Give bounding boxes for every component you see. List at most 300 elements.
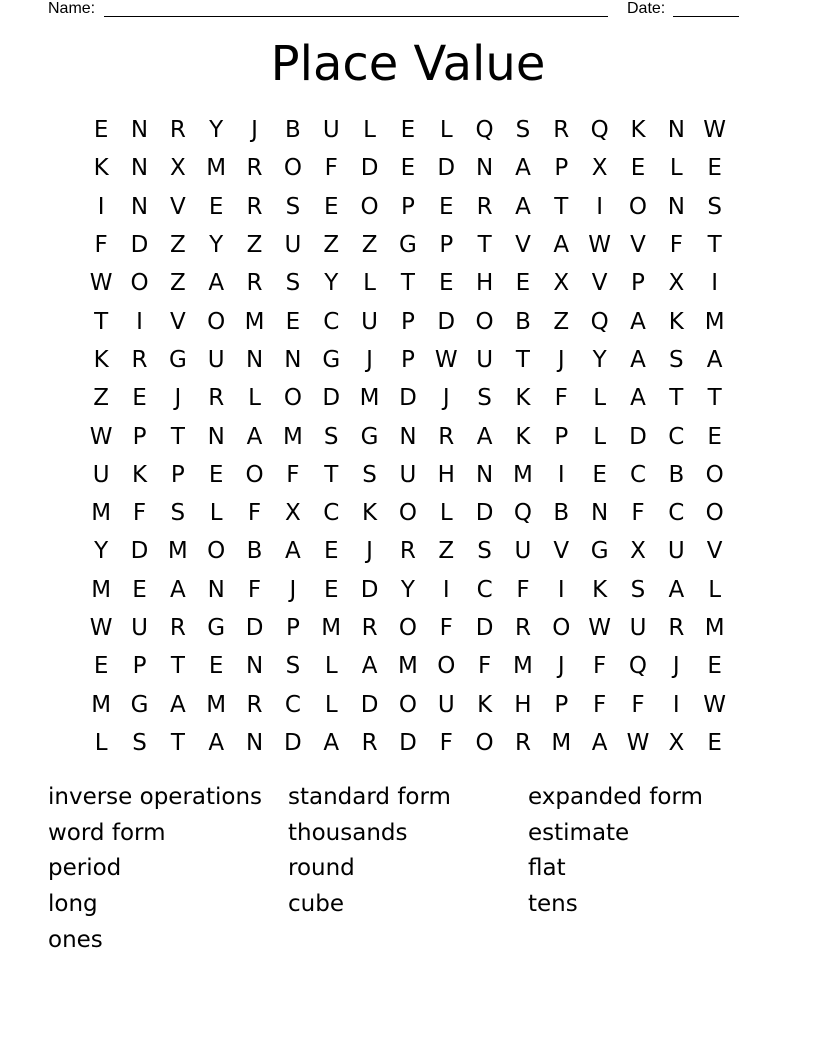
grid-letter[interactable]: A [630, 308, 646, 335]
grid-letter[interactable]: P [170, 461, 185, 488]
grid-row [82, 456, 734, 494]
grid-letter[interactable]: F [631, 500, 645, 527]
grid-letter[interactable]: A [246, 423, 263, 450]
grid-letter[interactable]: O [628, 193, 648, 220]
grid-letter[interactable]: E [132, 576, 147, 603]
page-title: Place Value [270, 36, 546, 92]
grid-letter[interactable]: T [94, 308, 109, 335]
grid-letter[interactable]: F [247, 500, 262, 527]
grid-letter[interactable]: M [321, 615, 342, 641]
grid-letter[interactable]: W [434, 346, 458, 373]
grid-letter[interactable]: I [711, 270, 719, 297]
grid-letter[interactable]: M [704, 308, 725, 335]
grid-letter[interactable]: X [285, 500, 301, 527]
grid-letter[interactable]: N [130, 155, 149, 182]
grid-letter[interactable]: S [630, 576, 646, 603]
grid-letter[interactable]: J [442, 385, 450, 412]
grid-letter[interactable]: Q [513, 500, 532, 527]
grid-letter[interactable]: A [476, 423, 493, 450]
grid-letter[interactable]: L [363, 117, 376, 144]
grid-letter[interactable]: T [170, 423, 185, 450]
grid-letter[interactable]: J [672, 653, 680, 680]
grid-letter[interactable]: D [245, 615, 264, 641]
grid-letter[interactable]: K [515, 423, 531, 450]
grid-letter[interactable]: E [515, 270, 531, 297]
grid-letter[interactable]: I [136, 308, 143, 335]
grid-letter[interactable]: K [668, 308, 684, 335]
grid-letter[interactable]: W [588, 232, 612, 259]
grid-letter[interactable]: M [397, 653, 418, 680]
grid-letter[interactable]: O [475, 729, 494, 756]
grid-letter[interactable]: C [668, 423, 685, 450]
grid-letter[interactable]: S [285, 270, 301, 297]
grid-letter[interactable]: P [132, 653, 147, 680]
grid-letter[interactable]: J [251, 117, 258, 144]
grid-letter[interactable]: N [130, 193, 149, 220]
grid-letter[interactable]: Z [169, 270, 186, 297]
grid-letter[interactable]: S [477, 385, 492, 412]
grid-letter[interactable]: P [554, 691, 569, 718]
grid-letter[interactable]: A [208, 270, 225, 297]
grid-letter[interactable]: J [289, 576, 297, 603]
grid-letter[interactable]: O [360, 193, 379, 220]
grid-letter[interactable]: S [170, 500, 186, 527]
grid-letter[interactable]: N [245, 653, 264, 680]
grid-letter[interactable]: D [399, 385, 417, 412]
word-bank-item: period [48, 855, 122, 882]
word-bank-item: long [48, 891, 98, 918]
grid-letter[interactable]: Z [438, 538, 455, 565]
grid-letter[interactable]: V [169, 308, 186, 335]
grid-letter[interactable]: O [437, 653, 456, 680]
grid-letter[interactable]: X [668, 729, 685, 756]
grid-letter[interactable]: O [207, 308, 226, 335]
grid-letter[interactable]: J [557, 346, 565, 373]
grid-letter[interactable]: R [476, 193, 493, 220]
grid-letter[interactable]: K [131, 461, 148, 488]
grid-letter[interactable]: H [475, 270, 494, 297]
grid-letter[interactable]: K [93, 155, 109, 182]
grid-letter[interactable]: R [668, 615, 685, 641]
grid-letter[interactable]: Y [94, 538, 109, 565]
grid-letter[interactable]: P [400, 308, 415, 335]
grid-letter[interactable]: R [208, 385, 225, 412]
grid-letter[interactable]: E [323, 193, 339, 220]
grid-letter[interactable]: X [553, 270, 570, 297]
grid-letter[interactable]: M [704, 615, 725, 641]
grid-letter[interactable]: E [208, 461, 224, 488]
grid-letter[interactable]: H [514, 691, 532, 718]
grid-letter[interactable]: F [593, 691, 607, 718]
grid-letter[interactable]: G [399, 232, 417, 259]
grid-letter[interactable]: A [630, 385, 646, 412]
grid-letter[interactable]: O [398, 615, 417, 641]
grid-letter[interactable]: L [593, 423, 607, 450]
grid-letter[interactable]: W [89, 270, 113, 297]
grid-letter[interactable]: G [168, 346, 187, 373]
grid-letter[interactable]: A [591, 729, 608, 756]
grid-letter[interactable]: L [248, 385, 261, 412]
grid-letter[interactable]: G [322, 346, 341, 373]
grid-letter[interactable]: D [360, 155, 379, 182]
grid-letter[interactable]: Z [169, 232, 186, 259]
grid-letter[interactable]: K [592, 576, 608, 603]
grid-letter[interactable]: Q [628, 653, 648, 680]
grid-letter[interactable]: E [285, 308, 301, 335]
grid-letter[interactable]: E [93, 117, 109, 144]
grid-letter[interactable]: U [284, 232, 302, 259]
grid-letter[interactable]: Y [209, 232, 224, 259]
grid-letter[interactable]: P [400, 346, 415, 373]
grid-letter[interactable]: A [323, 729, 340, 756]
grid-letter[interactable]: Q [475, 117, 494, 144]
grid-letter[interactable]: J [557, 653, 565, 680]
grid-letter[interactable]: W [626, 729, 650, 756]
grid-letter[interactable]: L [708, 576, 722, 603]
grid-letter[interactable]: D [437, 155, 456, 182]
grid-letter[interactable]: T [170, 729, 185, 756]
grid-letter[interactable]: F [94, 232, 108, 259]
grid-letter[interactable]: G [130, 691, 149, 718]
grid-letter[interactable]: U [207, 346, 225, 373]
grid-letter[interactable]: B [553, 500, 570, 527]
grid-letter[interactable]: M [206, 691, 227, 718]
grid-letter[interactable]: G [207, 615, 226, 641]
grid-letter[interactable]: F [516, 576, 530, 603]
grid-letter[interactable]: E [438, 270, 454, 297]
grid-letter[interactable]: C [668, 500, 685, 527]
grid-letter[interactable]: N [667, 117, 685, 144]
grid-letter[interactable]: A [553, 232, 570, 259]
grid-letter[interactable]: A [361, 653, 378, 680]
grid-letter[interactable]: S [362, 461, 377, 488]
grid-letter[interactable]: F [593, 653, 607, 680]
word-bank-item: standard form [288, 784, 451, 810]
grid-letter[interactable]: O [207, 538, 226, 565]
grid-letter[interactable]: D [629, 423, 647, 450]
grid-letter[interactable]: R [246, 193, 263, 220]
grid-letter[interactable]: A [515, 155, 531, 182]
grid-letter[interactable]: M [206, 155, 227, 182]
grid-letter[interactable]: F [286, 461, 300, 488]
grid-letter[interactable]: O [705, 500, 724, 527]
grid-letter[interactable]: E [707, 155, 722, 182]
grid-letter[interactable]: L [669, 155, 683, 182]
grid-letter[interactable]: K [93, 346, 109, 373]
grid-letter[interactable]: P [631, 270, 645, 297]
grid-letter[interactable]: R [514, 729, 531, 756]
grid-letter[interactable]: W [588, 615, 612, 641]
grid-letter[interactable]: D [475, 615, 494, 641]
grid-letter[interactable]: U [399, 461, 417, 488]
grid-letter[interactable]: N [591, 500, 609, 527]
grid-letter[interactable]: U [476, 346, 494, 373]
grid-letter[interactable]: D [360, 576, 379, 603]
grid-letter[interactable]: S [285, 653, 301, 680]
grid-letter[interactable]: F [669, 232, 683, 259]
grid-letter[interactable]: K [362, 500, 378, 527]
grid-letter[interactable]: D [437, 308, 456, 335]
grid-letter[interactable]: N [476, 155, 494, 182]
grid-letter[interactable]: O [283, 155, 302, 182]
grid-row [82, 149, 734, 187]
grid-letter[interactable]: R [246, 155, 263, 182]
grid-letter[interactable]: K [515, 385, 531, 412]
grid-letter[interactable]: F [554, 385, 568, 412]
grid-letter[interactable]: O [705, 461, 724, 488]
grid-letter[interactable]: B [515, 308, 531, 335]
grid-letter[interactable]: J [174, 385, 182, 412]
grid-letter[interactable]: P [439, 232, 454, 259]
grid-letter[interactable]: L [324, 691, 338, 718]
grid-letter[interactable]: F [439, 615, 453, 641]
grid-letter[interactable]: V [706, 538, 723, 565]
grid-letter[interactable]: N [667, 193, 685, 220]
grid-letter[interactable]: K [477, 691, 493, 718]
grid-letter[interactable]: M [359, 385, 380, 412]
grid-letter[interactable]: U [514, 538, 532, 565]
word-bank-item: tens [528, 891, 578, 918]
grid-letter[interactable]: J [366, 538, 373, 565]
grid-letter[interactable]: A [208, 729, 225, 756]
grid-letter[interactable]: P [400, 193, 415, 220]
grid-letter[interactable]: R [399, 538, 416, 565]
grid-letter[interactable]: U [322, 117, 340, 144]
grid-letter[interactable]: L [324, 653, 338, 680]
grid-letter[interactable]: D [399, 729, 417, 756]
grid-letter[interactable]: O [552, 615, 571, 641]
grid-letter[interactable]: D [130, 538, 149, 565]
grid-letter[interactable]: G [360, 423, 379, 450]
grid-letter[interactable]: F [477, 653, 492, 680]
grid-letter[interactable]: T [400, 270, 415, 297]
grid-letter[interactable]: L [593, 385, 607, 412]
grid-letter[interactable]: M [282, 423, 303, 450]
grid-letter[interactable]: F [247, 576, 262, 603]
grid-letter[interactable]: F [132, 500, 147, 527]
grid-letter[interactable]: C [323, 500, 340, 527]
grid-letter[interactable]: B [668, 461, 685, 488]
grid-letter[interactable]: M [91, 691, 112, 718]
grid-letter[interactable]: W [89, 615, 113, 641]
grid-letter[interactable]: R [169, 117, 186, 144]
grid-letter[interactable]: N [284, 346, 302, 373]
grid-letter[interactable]: O [283, 385, 302, 412]
grid-letter[interactable]: U [667, 538, 685, 565]
grid-letter[interactable]: T [170, 653, 185, 680]
grid-letter[interactable]: T [515, 346, 530, 373]
grid-letter[interactable]: Z [553, 308, 570, 335]
grid-letter[interactable]: I [557, 576, 565, 603]
grid-letter[interactable]: A [706, 346, 723, 373]
grid-letter[interactable]: A [169, 576, 186, 603]
grid-letter[interactable]: N [245, 729, 264, 756]
grid-letter[interactable]: I [672, 691, 680, 718]
grid-letter[interactable]: R [361, 729, 378, 756]
grid-letter[interactable]: S [707, 193, 722, 220]
grid-letter[interactable]: I [97, 193, 105, 220]
grid-letter[interactable]: V [553, 538, 570, 565]
grid-letter[interactable]: R [131, 346, 148, 373]
grid-letter[interactable]: V [591, 270, 608, 297]
grid-letter[interactable]: I [442, 576, 450, 603]
grid-letter[interactable]: A [285, 538, 301, 565]
grid-letter[interactable]: J [366, 346, 373, 373]
grid-letter[interactable]: Y [400, 576, 415, 603]
grid-letter[interactable]: T [707, 385, 722, 412]
grid-letter[interactable]: M [91, 576, 112, 603]
grid-letter[interactable]: A [630, 346, 646, 373]
grid-letter[interactable]: T [707, 232, 722, 259]
grid-letter[interactable]: Q [590, 117, 609, 144]
grid-letter[interactable]: E [438, 193, 454, 220]
grid-letter[interactable]: O [398, 500, 417, 527]
word-bank-item: word form [48, 819, 166, 846]
grid-letter[interactable]: M [244, 308, 265, 335]
grid-letter[interactable]: H [437, 461, 455, 488]
grid-letter[interactable]: S [285, 193, 301, 220]
grid-letter[interactable]: Z [246, 232, 263, 259]
grid-letter[interactable]: R [246, 691, 263, 718]
grid-letter[interactable]: E [208, 193, 224, 220]
grid-letter[interactable]: B [285, 117, 301, 144]
grid-letter[interactable]: L [94, 729, 108, 756]
grid-letter[interactable]: Z [93, 385, 110, 412]
grid-letter[interactable]: N [207, 576, 225, 603]
grid-letter[interactable]: E [400, 117, 416, 144]
grid-letter[interactable]: Z [323, 232, 340, 259]
grid-letter[interactable]: S [323, 423, 339, 450]
grid-letter[interactable]: E [323, 538, 339, 565]
grid-letter[interactable]: G [590, 538, 609, 565]
grid-letter[interactable]: X [630, 538, 646, 565]
grid-letter[interactable]: S [477, 538, 492, 565]
grid-letter[interactable]: E [707, 423, 722, 450]
name-label: Name: [48, 0, 96, 17]
grid-letter[interactable]: E [707, 729, 722, 756]
grid-letter[interactable]: M [91, 500, 112, 527]
grid-letter[interactable]: O [475, 308, 494, 335]
date-label: Date: [627, 0, 666, 17]
grid-letter[interactable]: D [322, 385, 341, 412]
grid-letter[interactable]: B [246, 538, 263, 565]
grid-letter[interactable]: L [439, 117, 453, 144]
grid-letter[interactable]: E [93, 653, 109, 680]
grid-letter[interactable]: N [130, 117, 149, 144]
grid-letter[interactable]: Y [324, 270, 339, 297]
grid-letter[interactable]: O [130, 270, 149, 297]
grid-letter[interactable]: R [514, 615, 531, 641]
grid-letter[interactable]: P [285, 615, 300, 641]
grid-letter[interactable]: W [703, 691, 727, 718]
grid-letter[interactable]: R [246, 270, 263, 297]
grid-letter[interactable]: D [284, 729, 302, 756]
grid-letter[interactable]: F [631, 691, 645, 718]
grid-letter[interactable]: N [476, 461, 494, 488]
grid-letter[interactable]: T [477, 232, 492, 259]
grid-letter[interactable]: C [629, 461, 647, 488]
grid-letter[interactable]: I [557, 461, 565, 488]
grid-letter[interactable]: P [554, 155, 569, 182]
grid-letter[interactable]: Y [592, 346, 607, 373]
grid-letter[interactable]: X [169, 155, 186, 182]
grid-letter[interactable]: F [324, 155, 338, 182]
grid-letter[interactable]: E [323, 576, 339, 603]
grid-letter[interactable]: P [554, 423, 569, 450]
grid-letter[interactable]: E [707, 653, 722, 680]
grid-letter[interactable]: Q [590, 308, 609, 335]
grid-letter[interactable]: D [130, 232, 149, 259]
grid-letter[interactable]: O [398, 691, 417, 718]
grid-letter[interactable]: M [551, 729, 572, 756]
grid-letter[interactable]: O [245, 461, 264, 488]
grid-row [82, 609, 734, 647]
grid-letter[interactable]: U [629, 615, 647, 641]
grid-letter[interactable]: U [131, 615, 148, 641]
grid-letter[interactable]: V [169, 193, 186, 220]
grid-letter[interactable]: P [132, 423, 147, 450]
grid-letter[interactable]: C [284, 691, 301, 718]
grid-letter[interactable]: U [92, 461, 110, 488]
grid-letter[interactable]: C [476, 576, 493, 603]
grid-letter[interactable]: L [209, 500, 223, 527]
grid-letter[interactable]: A [169, 691, 186, 718]
grid-letter[interactable]: U [361, 308, 378, 335]
grid-letter[interactable]: A [515, 193, 531, 220]
grid-letter[interactable]: W [703, 117, 727, 144]
grid-letter[interactable]: X [668, 270, 685, 297]
grid-letter[interactable]: M [167, 538, 188, 565]
grid-letter[interactable]: N [399, 423, 417, 450]
grid-letter[interactable]: R [361, 615, 378, 641]
grid-letter[interactable]: N [207, 423, 225, 450]
grid-letter[interactable]: D [360, 691, 379, 718]
grid-letter[interactable]: A [668, 576, 685, 603]
grid-letter[interactable]: Y [209, 117, 224, 144]
grid-letter[interactable]: N [245, 346, 264, 373]
grid-letter[interactable]: T [324, 461, 339, 488]
grid-letter[interactable]: E [592, 461, 607, 488]
grid-letter[interactable]: E [630, 155, 646, 182]
grid-letter[interactable]: I [596, 193, 604, 220]
grid-letter[interactable]: D [475, 500, 494, 527]
grid-letter[interactable]: E [208, 653, 224, 680]
grid-letter[interactable]: M [513, 461, 533, 488]
grid-letter[interactable]: L [439, 500, 453, 527]
grid-letter[interactable]: L [363, 270, 376, 297]
grid-letter[interactable]: R [553, 117, 570, 144]
grid-letter[interactable]: S [515, 117, 531, 144]
grid-letter[interactable]: F [439, 729, 453, 756]
grid-letter[interactable]: Z [361, 232, 378, 259]
grid-letter[interactable]: R [438, 423, 455, 450]
grid-letter[interactable]: K [630, 117, 646, 144]
grid-letter[interactable]: R [169, 615, 186, 641]
grid-letter[interactable]: E [132, 385, 147, 412]
grid-letter[interactable]: W [89, 423, 113, 450]
grid-letter[interactable]: C [323, 308, 340, 335]
grid-letter[interactable]: U [437, 691, 455, 718]
grid-letter[interactable]: T [669, 385, 684, 412]
grid-letter[interactable]: E [400, 155, 416, 182]
grid-letter[interactable]: V [630, 232, 646, 259]
grid-letter[interactable]: X [591, 155, 608, 182]
grid-letter[interactable]: S [669, 346, 684, 373]
grid-letter[interactable]: T [554, 193, 569, 220]
grid-letter[interactable]: M [513, 653, 533, 680]
grid-letter[interactable]: V [515, 232, 531, 259]
grid-letter[interactable]: S [132, 729, 147, 756]
